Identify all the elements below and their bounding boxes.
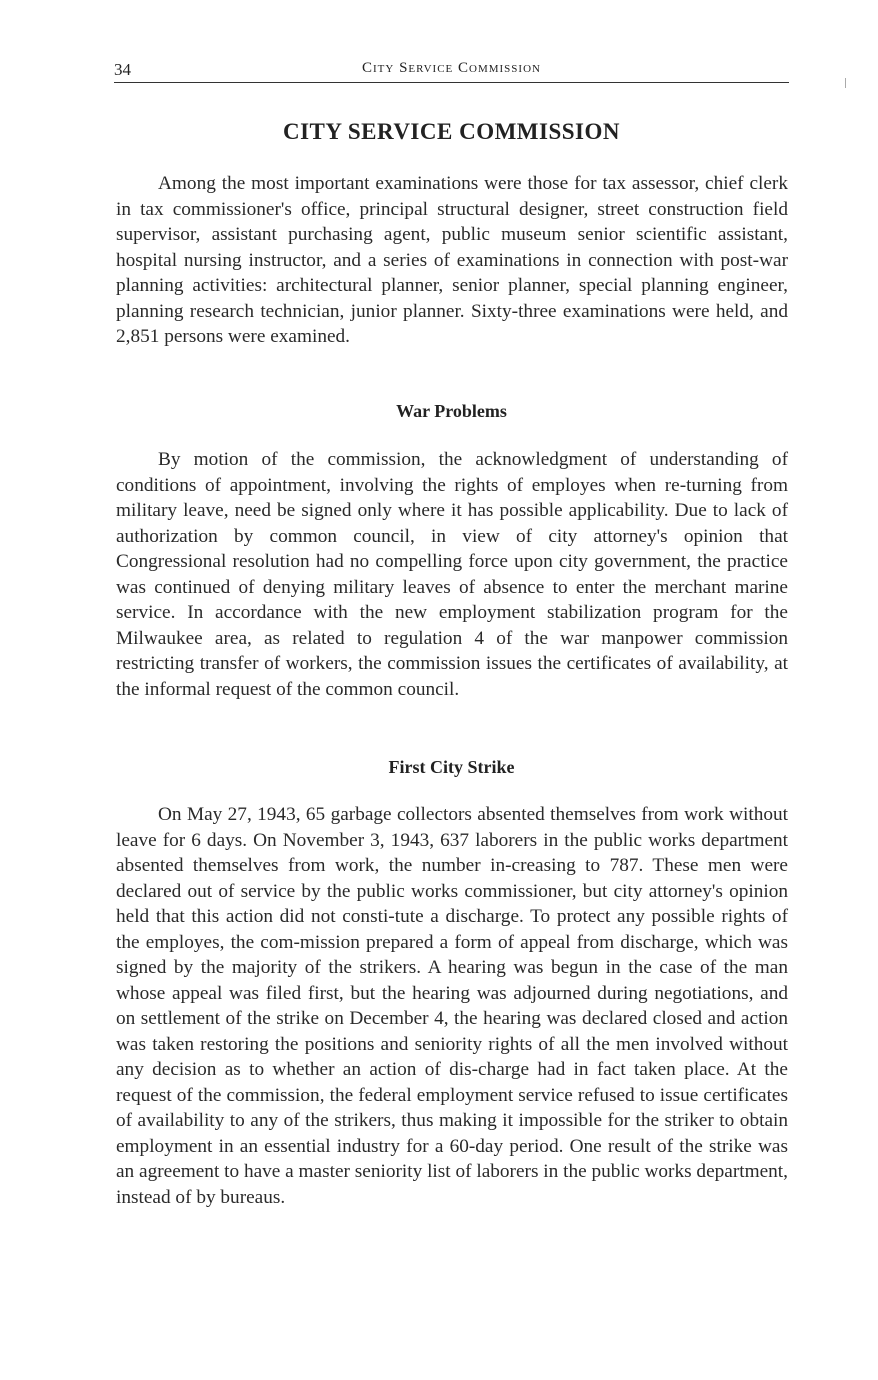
page-title: CITY SERVICE COMMISSION [282, 119, 620, 144]
running-title: City Service Commission [362, 60, 541, 76]
intro-paragraph: Among the most important examinations were those for tax assessor, chief clerk in tax commissioner's office, principal structural designer, street construction field supervisor, assistant purchasing agent, public museum senior scientific assistant, hospital nursing instructor, and a series of examinations in connection with post-war planning activities: architectural planner, senior planner, special planning engineer, planning research technician, junior planner. Sixty-three examinations were held, and 2,851 persons were examined. [116, 173, 788, 347]
war-problems-paragraph: By motion of the commission, the acknowledgment of understanding of conditions of appointment, involving the rights of employes when re-turning from military leave, need be signed only where it has possible applicability. Due to lack of authorization by common council, in view of city attorney's opinion that Congressional resolution had no compelling force upon city government, the practice was continued of denying military leaves of absence to enter the merchant marine service. In accordance with the new employment stabilization program for the Milwaukee area, as related to regulation 4 of the war manpower commission restricting transfer of workers, the commission issues the certificates of availability, at the informal request of the common council. [116, 449, 788, 700]
running-header [114, 60, 789, 83]
margin-mark [845, 78, 846, 88]
first-city-strike-paragraph: On May 27, 1943, 65 garbage collectors absented themselves from work without leave for 6 days. On November 3, 1943, 637 laborers in the public works department absented themselves from work, the number in-creasing to 787. These men were declared out of service by the public works commissioner, but city attorney's opinion held that this action did not consti-tute a discharge. To protect any possible rights of the employes, the com-mission prepared a form of appeal from discharge, which was signed by the majority of the strikers. A hearing was begun in the case of the man whose appeal was filed first, but the hearing was adjourned during negotiations, and on settlement of the strike on December 4, the hearing was declared closed and action was taken restoring the positions and seniority rights of all the men involved without any decision as to whether an action of dis-charge had in fact taken place. At the request of the commission, the federal employment service refused to issue certificates of availability to any of the strikers, thus making it impossible for the striker to obtain employment in an essential industry for a 60-day period. One result of the strike was an agreement to have a master seniority list of laborers in the public works department, instead of by bureaus. [116, 804, 788, 1208]
section-heading-first-city-strike: First City Strike [388, 757, 515, 777]
section-heading-war-problems: War Problems [396, 401, 507, 421]
page-number: 34 [114, 60, 131, 79]
